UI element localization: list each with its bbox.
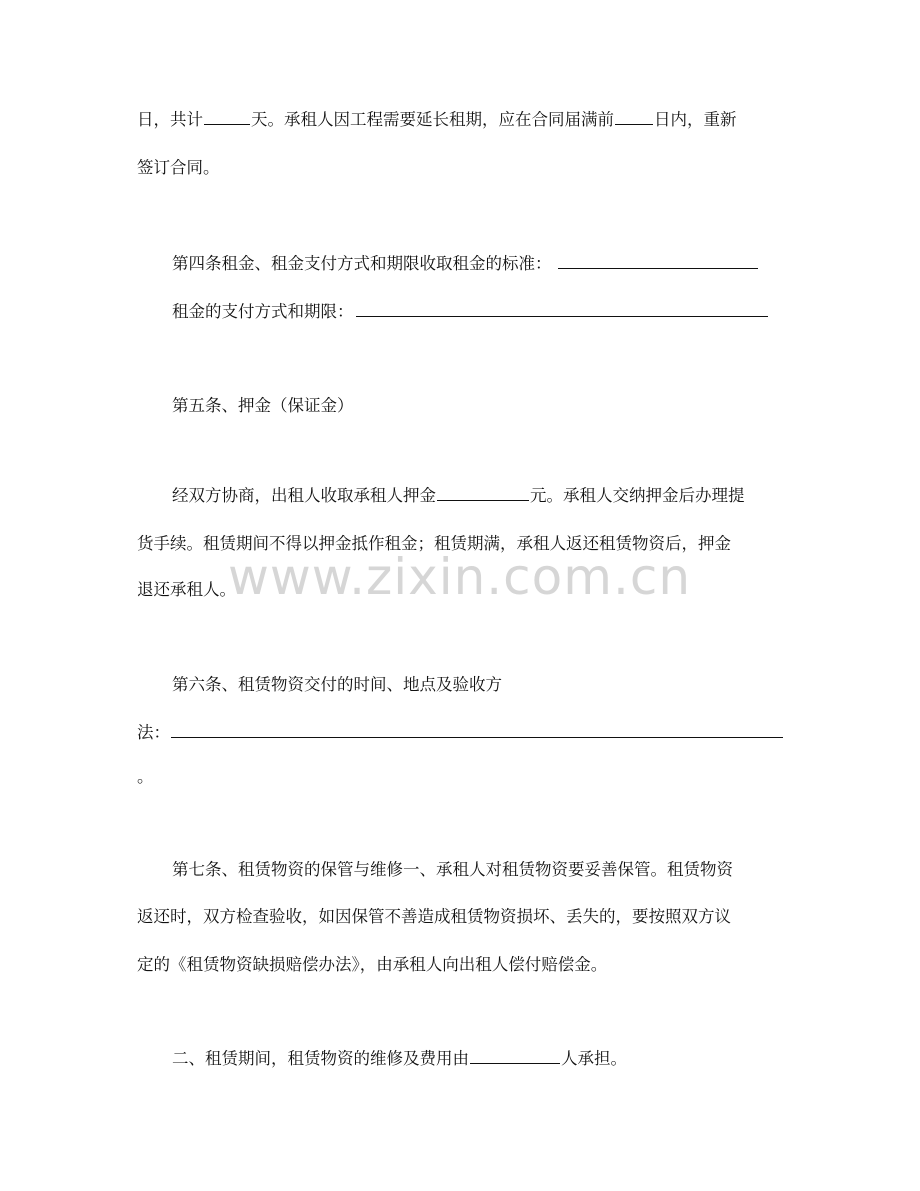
line-text: 定的《租赁物资缺损赔偿办法》，由承租人向出租人偿付赔偿金。 xyxy=(137,955,608,974)
line-text: 元。承租人交纳押金后办理提 xyxy=(530,486,745,505)
text-line xyxy=(137,767,920,787)
fill-blank xyxy=(615,123,653,125)
line-text: 签订合同。 xyxy=(137,158,220,177)
fill-blank xyxy=(356,315,768,317)
text-line xyxy=(137,723,920,743)
fill-blank xyxy=(204,123,250,125)
line-text: 退还承租人。 xyxy=(137,580,236,599)
line-text: 货手续。租赁期间不得以押金抵作租金；租赁期满，承租人返还租赁物资后，押金 xyxy=(137,534,731,553)
text-line xyxy=(172,860,920,880)
line-text: 第七条、租赁物资的保管与维修一、承租人对租赁物资要妥善保管。租赁物资 xyxy=(172,860,733,879)
line-text: 日内，重新 xyxy=(654,110,737,129)
text-line xyxy=(137,955,920,975)
fill-blank xyxy=(437,499,529,501)
text-line xyxy=(137,110,920,130)
section-heading xyxy=(172,675,920,695)
line-text: 人承担。 xyxy=(561,1049,627,1068)
fill-blank xyxy=(171,736,783,738)
text-line xyxy=(137,534,920,554)
fill-blank xyxy=(558,267,758,269)
line-text: 第五条、押金（保证金） xyxy=(172,396,354,415)
text-line xyxy=(172,1049,920,1069)
line-text: 第六条、租赁物资交付的时间、地点及验收方 xyxy=(172,675,502,694)
section-heading xyxy=(172,396,920,416)
text-line xyxy=(137,158,920,178)
line-text: 。 xyxy=(137,767,154,786)
watermark: www.zixin.com.cn xyxy=(228,548,692,606)
text-line xyxy=(137,580,920,600)
text-line xyxy=(137,907,920,927)
line-text: 二、租赁期间，租赁物资的维修及费用由 xyxy=(172,1049,469,1068)
line-text: 天。承租人因工程需要延长租期，应在合同届满前 xyxy=(251,110,614,129)
line-text: 经双方协商，出租人收取承租人押金 xyxy=(172,486,436,505)
text-line xyxy=(172,486,920,506)
line-text: 租金的支付方式和期限： xyxy=(172,302,354,321)
text-line xyxy=(172,302,920,322)
line-text: 第四条租金、租金支付方式和期限收取租金的标准： xyxy=(172,254,552,273)
line-text: 法： xyxy=(137,723,170,742)
fill-blank xyxy=(470,1062,560,1064)
text-line xyxy=(172,254,920,274)
line-text: 返还时，双方检查验收，如因保管不善造成租赁物资损坏、丢失的，要按照双方议 xyxy=(137,907,731,926)
line-text: 日，共计 xyxy=(137,110,203,129)
